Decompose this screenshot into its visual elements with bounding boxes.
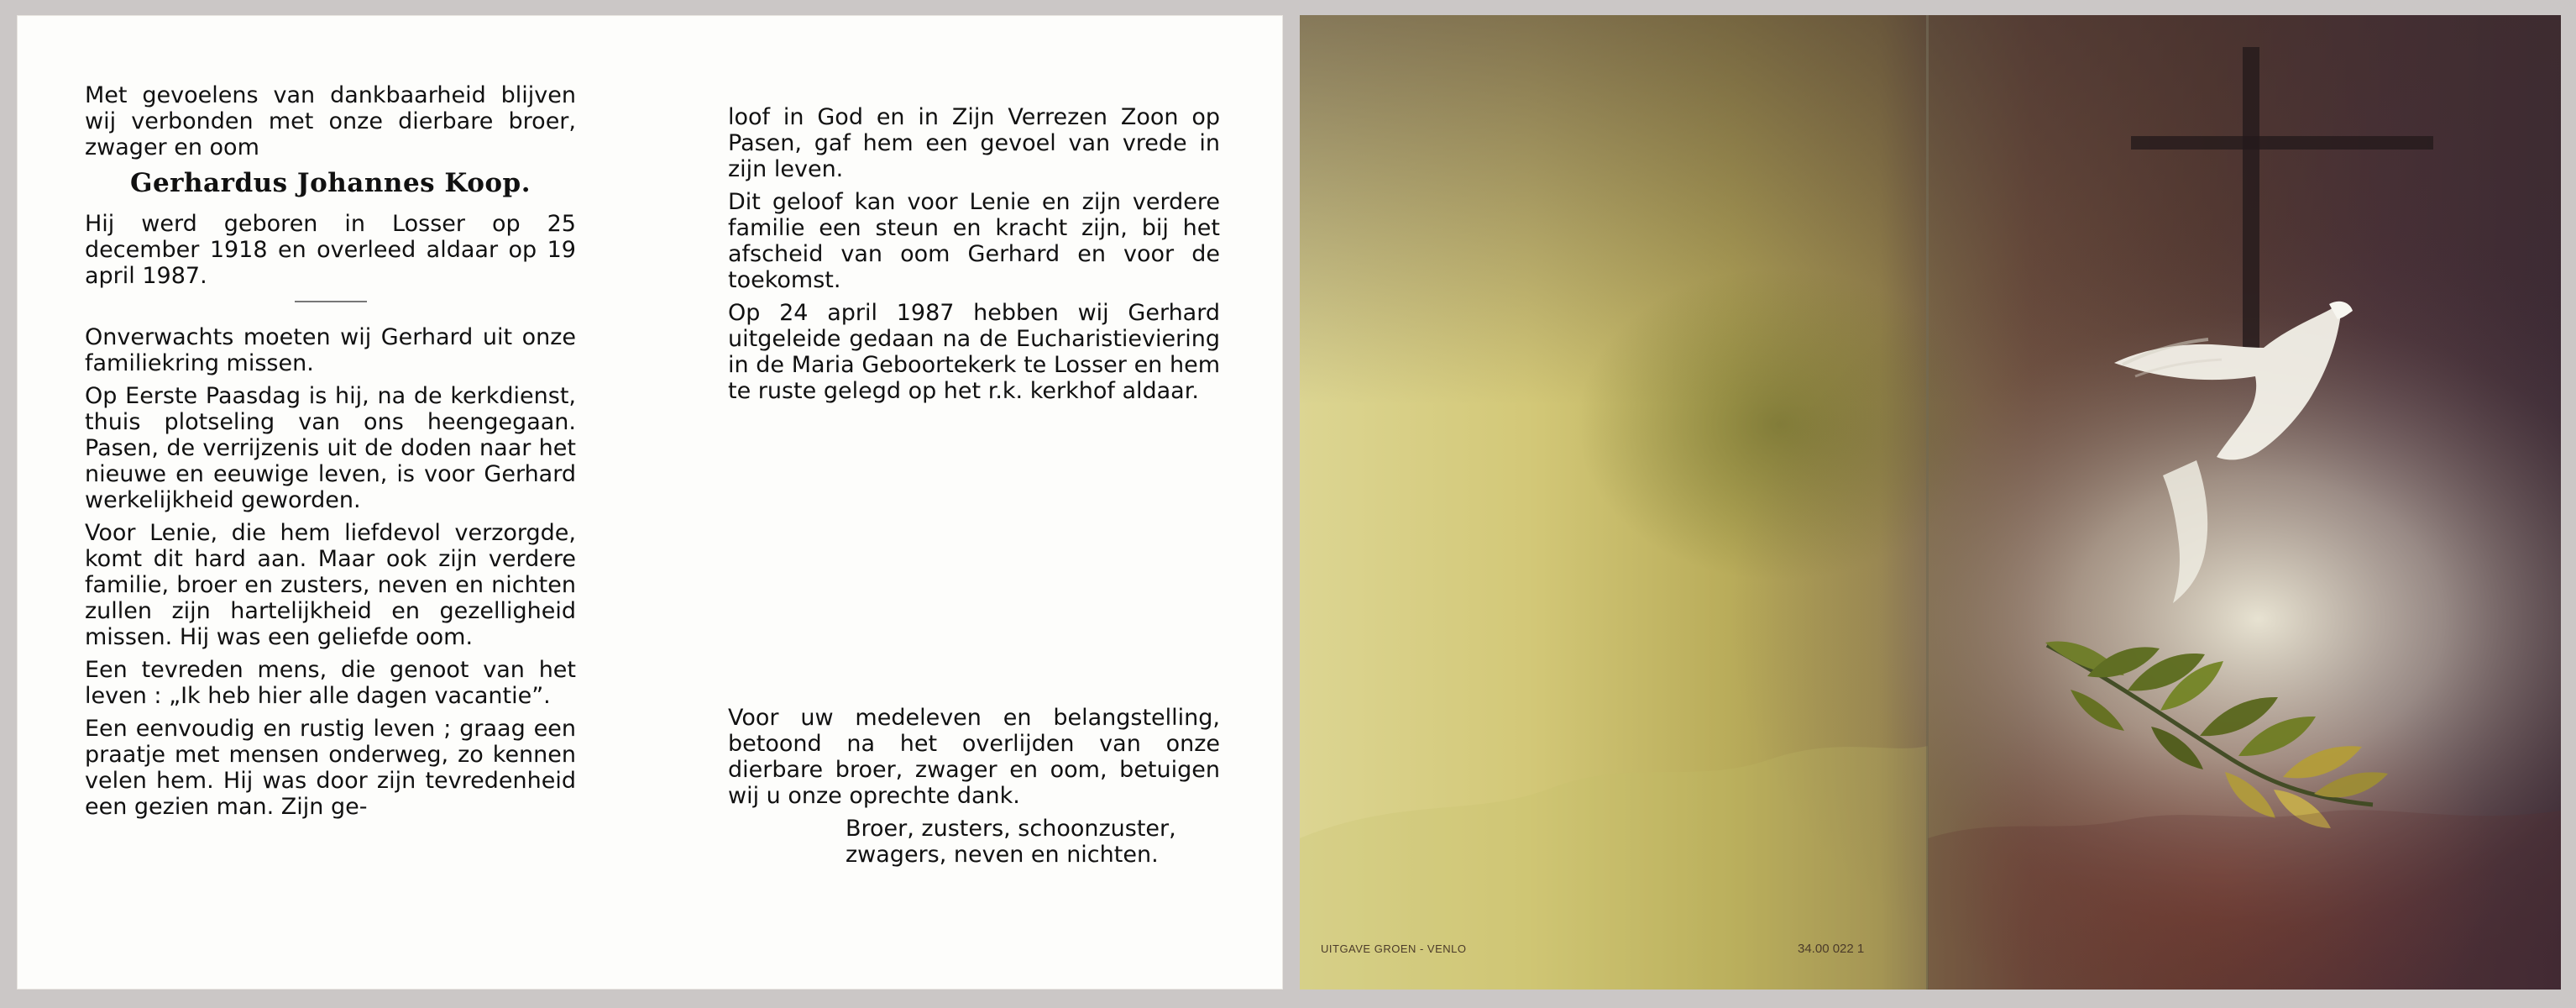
memorial-card-image-panel	[1300, 15, 2561, 990]
paragraph-6: loof in God en in Zijn Verrezen Zoon op Pasen, gaf hem een gevoel van vrede in zijn leven.	[728, 104, 1220, 182]
print-code-text: 34.00 022 1	[1798, 942, 1865, 956]
paragraph-2: Op Eerste Paasdag is hij, na de kerkdienst, thuis plotseling van ons heengegaan. Pasen, de verrijzenis uit de doden naar het nieuwe en eeuwige leven, is voor Gerhard werkelijkheid geworden.	[85, 383, 576, 513]
paragraph-1: Onverwachts moeten wij Gerhard uit onze familiekring missen.	[85, 324, 576, 376]
paragraph-3: Voor Lenie, die hem liefdevol verzorgde, komt dit hard aan. Maar ook zijn verdere familie, broer en zusters, neven en nichten zullen zijn hartelijkheid en gezelligheid missen. Hij was een geliefde oom.	[85, 520, 576, 650]
paragraph-7: Dit geloof kan voor Lenie en zijn verdere familie een steun en kracht zijn, bij het afscheid van oom Gerhard en voor de toekomst.	[728, 189, 1220, 293]
left-text-column	[85, 82, 576, 827]
right-text-column	[728, 104, 1220, 411]
paragraph-4: Een tevreden mens, die genoot van het leven : „Ik heb hier alle dagen vacantie”.	[85, 657, 576, 709]
paragraph-5: Een eenvoudig en rustig leven ; graag een praatje met mensen onderweg, zo kennen velen hem. Hij was door zijn tevredenheid een gezien man. Zijn ge-	[85, 716, 576, 820]
deceased-name: Gerhardus Johannes Koop.	[129, 168, 531, 198]
painting-artwork	[1300, 15, 2561, 990]
divider-line	[295, 301, 367, 302]
card-fold-line	[1926, 15, 1929, 990]
signature-line-2: zwagers, neven en nichten.	[846, 842, 1159, 868]
paragraph-8: Op 24 april 1987 hebben wij Gerhard uitgeleide gedaan na de Eucharistieviering in de Maria Geboortekerk te Losser en hem te ruste gelegd op het r.k. kerkhof aldaar.	[728, 300, 1220, 404]
memorial-card-text-panel	[17, 15, 1283, 990]
thanks-block	[728, 705, 1220, 868]
birth-death-text: Hij werd geboren in Losser op 25 december 1918 en overleed aldaar op 19 april 1987.	[85, 211, 576, 289]
intro-text: Met gevoelens van dankbaarheid blijven wij verbonden met onze dierbare broer, zwager en oom	[85, 82, 576, 160]
publisher-text: UITGAVE GROEN - VENLO	[1321, 942, 1467, 955]
signature-line-1: Broer, zusters, schoonzuster,	[846, 816, 1176, 842]
signature-block	[846, 816, 1220, 868]
thanks-text: Voor uw medeleven en belangstelling, betoond na het overlijden van onze dierbare broer, zwager en oom, betuigen wij u onze oprechte dank.	[728, 705, 1220, 809]
